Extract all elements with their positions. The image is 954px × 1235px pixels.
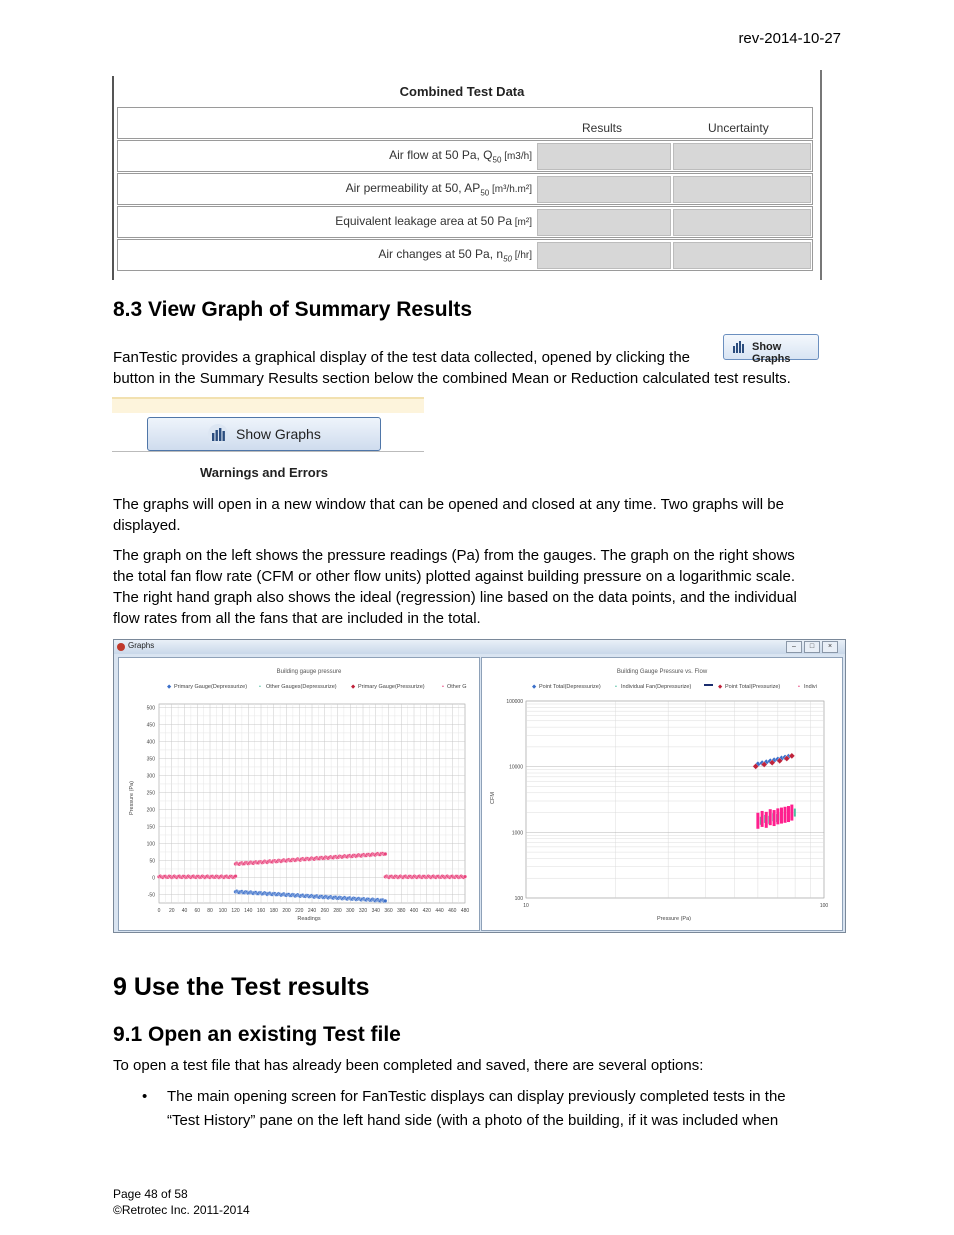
x-tick-label: 180 (269, 908, 278, 914)
paragraph-line: To open a test file that has already been completed and saved, there are several options: (113, 1057, 704, 1074)
y-tick-label: 300 (146, 773, 155, 780)
paragraph-line: the total fan flow rate (CFM or other flow units) plotted against building pressure on a logarithmic scale. (113, 568, 796, 585)
show-graphs-large-label: Show Graphs (236, 426, 321, 442)
revision-label: rev-2014-10-27 (738, 30, 841, 47)
x-tick-label: 160 (256, 908, 266, 914)
left-chart-pane (118, 657, 480, 931)
x-axis-label: Readings (297, 916, 321, 922)
x-tick-label: 220 (295, 908, 304, 914)
x-tick-label: 360 (384, 908, 393, 914)
table-row (117, 140, 813, 172)
results-cell (537, 242, 671, 269)
chart-legend (532, 684, 817, 690)
legend-marker: • (442, 684, 444, 690)
data-point (765, 812, 768, 828)
data-point (463, 875, 467, 879)
close-icon[interactable]: × (822, 641, 838, 653)
divider (112, 451, 424, 452)
right-chart-pane (481, 657, 843, 931)
legend-marker: ◆ (532, 684, 537, 690)
paragraph-line: The graph on the left shows the pressure readings (Pa) from the gauges. The graph on the right shows (113, 547, 795, 564)
table-row (117, 173, 813, 205)
paragraph-line: button in the Summary Results section below the combined Mean or Reduction calculated test results. (113, 370, 791, 387)
combined-test-data-panel (112, 70, 824, 280)
x-axis-label: Pressure (Pa) (657, 916, 691, 922)
x-tick-label: 100 (819, 903, 829, 909)
y-tick-label: 350 (146, 756, 155, 763)
section-heading-9-1: 9.1 Open an existing Test file (113, 1023, 401, 1046)
y-tick-label: 400 (146, 739, 155, 746)
data-point (773, 810, 776, 826)
panel-right-border (820, 70, 822, 280)
y-tick-label: 10000 (509, 764, 523, 771)
x-tick-label: 300 (346, 908, 355, 914)
x-tick-label: 480 (460, 908, 470, 914)
y-tick-label: 100 (514, 896, 523, 902)
x-tick-label: 400 (409, 908, 419, 914)
paragraph-line: The graphs will open in a new window that can be opened and closed at any time. Two graphs will be (113, 496, 784, 513)
results-cell (537, 209, 671, 236)
legend-entry: Point Total(Pressurize) (725, 684, 781, 690)
x-tick-label: 240 (307, 908, 317, 914)
show-graphs-snippet (112, 397, 424, 485)
row-label: Equivalent leakage area at 50 Pa [m²] (335, 214, 532, 228)
data-point (761, 811, 764, 827)
legend-marker: ◆ (718, 684, 723, 690)
bullet-line: The main opening screen for FanTestic displays can display previously completed tests in the (167, 1088, 786, 1105)
legend-entry: Primary Gauge(Pressurize) (358, 684, 425, 690)
legend-marker: • (259, 684, 261, 690)
chart-title: Building Gauge Pressure vs. Flow (616, 669, 708, 675)
maximize-icon[interactable]: □ (804, 641, 820, 653)
graphs-window (113, 639, 846, 933)
legend-entry: Point Total(Depressurize) (539, 684, 601, 690)
y-tick-label: 1000 (511, 830, 523, 837)
show-graphs-large-button[interactable] (147, 417, 381, 451)
data-point (756, 813, 759, 829)
chart-title: Building gauge pressure (276, 669, 342, 675)
show-graphs-button[interactable] (723, 334, 819, 365)
bullet-line: “Test History” pane on the left hand side (with a photo of the building, if it was included when (167, 1112, 779, 1129)
y-tick-label: 250 (146, 790, 155, 797)
bar-chart-icon (732, 339, 746, 354)
plot-area (526, 701, 824, 898)
data-point (769, 809, 772, 825)
x-tick-label: 20 (168, 908, 175, 914)
x-tick-label: 80 (207, 908, 213, 914)
x-tick-label: 120 (231, 908, 240, 914)
y-axis-label: Pressure (Pa) (129, 781, 135, 815)
data-point (790, 805, 793, 821)
app-icon (117, 643, 125, 651)
uncertainty-cell (673, 176, 811, 203)
window-title: Graphs (128, 641, 155, 650)
y-tick-label: 150 (146, 824, 155, 831)
paragraph-line: flow rates from all the fans that are included in the total. (113, 610, 481, 627)
bullet-icon: • (142, 1088, 148, 1105)
x-tick-label: 140 (244, 908, 253, 914)
page-number: Page 48 of 58 (113, 1187, 188, 1201)
data-point (384, 852, 388, 856)
chart-legend (167, 684, 467, 690)
y-tick-label: 100000 (506, 699, 523, 705)
warnings-heading: Warnings and Errors (199, 465, 329, 480)
x-tick-label: 60 (194, 908, 201, 914)
x-tick-label: 460 (448, 908, 457, 914)
uncertainty-cell (673, 143, 811, 170)
legend-entry: Other G (447, 684, 467, 690)
section-heading-9: 9 Use the Test results (113, 973, 370, 1001)
copyright: ©Retrotec Inc. 2011-2014 (113, 1203, 250, 1217)
legend-marker: • (615, 684, 617, 690)
x-tick-label: 100 (218, 908, 227, 914)
legend-marker: ◆ (351, 684, 356, 690)
data-point (780, 808, 783, 824)
data-point (384, 899, 388, 903)
data-point (784, 807, 787, 823)
results-column-header: Results (582, 121, 623, 135)
y-axis-label: CFM (490, 792, 496, 804)
row-label: Air changes at 50 Pa, $n_{50}$ [/hr] (378, 247, 532, 264)
paragraph-line: FanTestic provides a graphical display of the test data collected, opened by clicking the (113, 349, 691, 366)
data-point (794, 809, 796, 817)
x-tick-label: 340 (371, 908, 380, 914)
x-tick-label: 320 (358, 908, 368, 914)
paragraph-line: displayed. (113, 517, 181, 534)
minimize-icon[interactable]: – (786, 641, 802, 653)
paragraph-line: The right hand graph also shows the ideal (regression) line based on the data points, and the individual (113, 589, 797, 606)
data-point (776, 808, 779, 824)
section-heading-8-3: 8.3 View Graph of Summary Results (113, 298, 473, 321)
data-point (787, 806, 790, 822)
page-footer (113, 1186, 250, 1218)
x-tick-label: 280 (333, 908, 342, 914)
flow-chart (482, 658, 842, 930)
x-tick-label: 380 (397, 908, 406, 914)
data-point (234, 874, 238, 878)
legend-line-marker (704, 684, 713, 686)
x-tick-label: 200 (282, 908, 291, 914)
legend-entry: Individual Fan(Depressurize) (621, 684, 692, 690)
row-label: Air permeability at 50, $AP_{50}$ [m³/h.m²] (345, 181, 532, 198)
y-tick-label: 0 (152, 875, 155, 882)
x-tick-label: 420 (422, 908, 431, 914)
uncertainty-cell (673, 209, 811, 236)
panel-left-border (112, 76, 114, 280)
x-tick-label: 440 (435, 908, 444, 914)
y-tick-label: 500 (146, 705, 155, 712)
uncertainty-column-header: Uncertainty (708, 121, 769, 135)
row-label: Air flow at 50 Pa, $Q_{50}$ [m3/h] (389, 148, 532, 165)
pressure-chart (119, 658, 479, 930)
y-tick-label: 450 (146, 722, 155, 729)
highlight-band (112, 397, 424, 413)
x-tick-label: 40 (181, 908, 188, 914)
x-tick-label: 10 (523, 903, 529, 909)
bar-chart-icon (208, 424, 228, 444)
x-tick-label: 0 (157, 908, 161, 914)
table-row (117, 239, 813, 271)
panel-title: Combined Test Data (399, 84, 525, 99)
legend-entry: Indivi (804, 684, 817, 690)
show-graphs-label: Show Graphs (752, 341, 791, 365)
x-tick-label: 260 (320, 908, 329, 914)
y-tick-label: 50 (149, 858, 155, 865)
results-cell (537, 143, 671, 170)
legend-marker: • (798, 684, 800, 690)
legend-marker: ◆ (167, 684, 172, 690)
table-row (117, 206, 813, 238)
legend-entry: Primary Gauge(Depressurize) (174, 684, 248, 690)
uncertainty-cell (673, 242, 811, 269)
legend-entry: Other Gauges(Depressurize) (266, 684, 337, 690)
y-tick-label: 100 (146, 841, 155, 848)
y-tick-label: 200 (146, 807, 155, 814)
y-tick-label: -50 (147, 892, 155, 899)
window-titlebar (114, 640, 845, 654)
results-cell (537, 176, 671, 203)
